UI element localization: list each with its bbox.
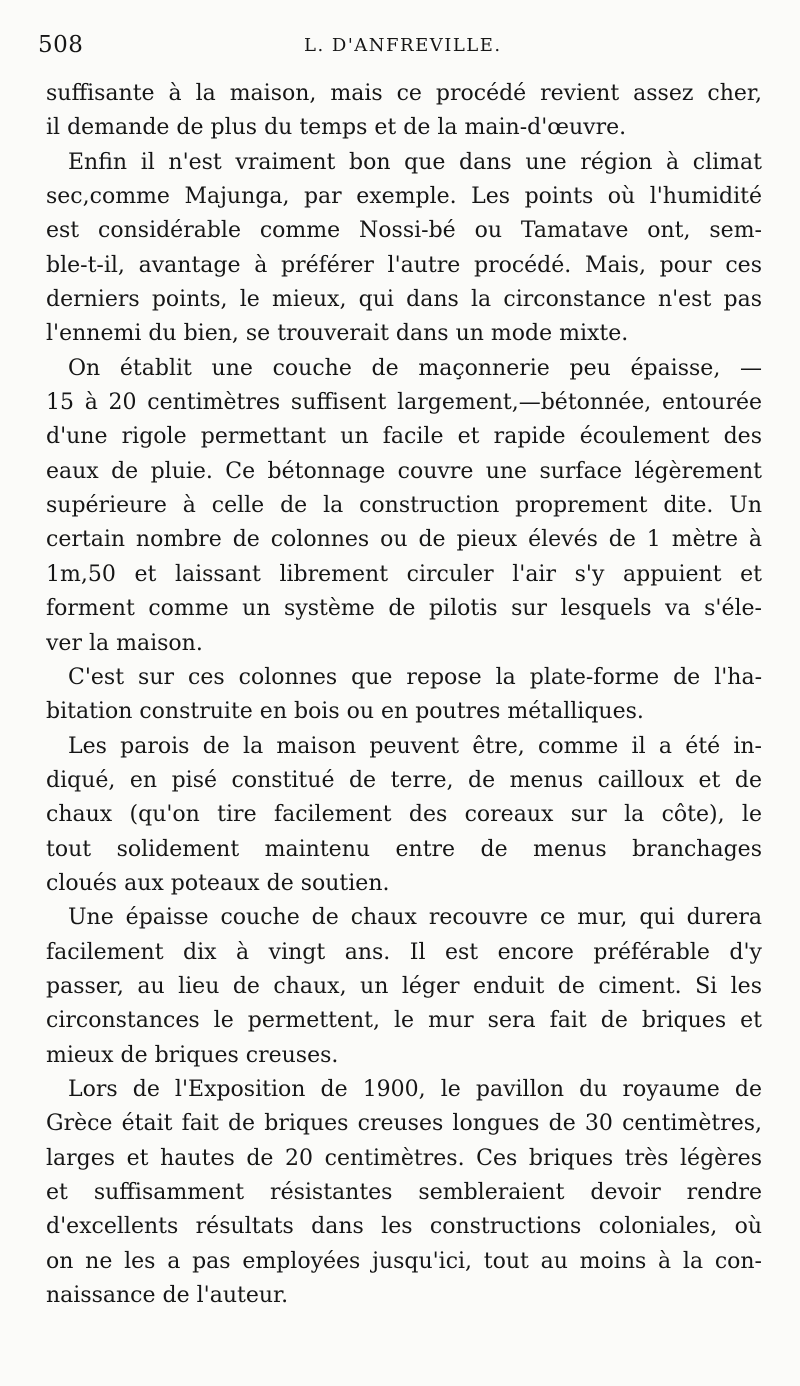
text-line: mieux de briques creuses.	[46, 1042, 339, 1068]
text-line: et suffisamment résistantes sembleraient devoir rendre	[46, 1180, 762, 1205]
page-number: 508	[38, 32, 84, 58]
text-line: supérieure à celle de la construction proprement dite. Un	[46, 493, 762, 519]
text-line: naissance de l'auteur.	[46, 1283, 289, 1309]
text-line: sec,comme Majunga, par exemple. Les points où l'humidité	[46, 184, 762, 210]
text-line: l'ennemi du bien, se trouverait dans un mode mixte.	[46, 321, 629, 347]
text-line: tout solidement maintenu entre de menus branchages	[46, 836, 762, 862]
running-title: L. D'ANFREVILLE.	[304, 35, 502, 56]
text-line: bitation construite en bois ou en poutres métalliques.	[46, 699, 644, 725]
text-line: circonstances le permettent, le mur sera fait de briques et	[46, 1008, 762, 1034]
text-line: Enfin il n'est vraiment bon que dans une région à climat	[68, 149, 762, 175]
text-line: Grèce était fait de briques creuses longues de 30 centimètres,	[46, 1111, 762, 1137]
text-line: forment comme un système de pilotis sur lesquels va s'éle-	[46, 596, 762, 622]
running-head	[38, 32, 762, 66]
body-text	[46, 77, 762, 1313]
text-line: eaux de pluie. Ce bétonnage couvre une surface légèrement	[46, 458, 762, 484]
text-line: 1m,50 et laissant librement circuler l'air s'y appuient et	[46, 561, 762, 587]
text-line: facilement dix à vingt ans. Il est encore préférable d'y	[46, 939, 762, 965]
text-line: d'une rigole permettant un facile et rapide écoulement des	[46, 424, 762, 450]
text-line: C'est sur ces colonnes que repose la plate-forme de l'ha-	[68, 664, 762, 690]
text-line: 15 à 20 centimètres suffisent largement,—bétonnée, entourée	[46, 390, 762, 416]
text-line: chaux (qu'on tire facilement des coreaux sur la côte), le	[46, 802, 762, 828]
text-line: ble-t-il, avantage à préférer l'autre procédé. Mais, pour ces	[46, 252, 762, 278]
text-line: suffisante à la maison, mais ce procédé revient assez cher,	[46, 81, 762, 106]
text-line: certain nombre de colonnes ou de pieux élevés de 1 mètre à	[46, 527, 762, 553]
text-line: derniers points, le mieux, qui dans la circonstance n'est pas	[46, 287, 762, 313]
text-line: passer, au lieu de chaux, un léger enduit de ciment. Si les	[46, 973, 762, 999]
text-line: est considérable comme Nossi-bé ou Tamatave ont, sem-	[46, 218, 762, 244]
text-line: Les parois de la maison peuvent être, comme il a été in-	[68, 733, 762, 759]
text-line: cloués aux poteaux de soutien.	[46, 870, 390, 896]
text-line: il demande de plus du temps et de la main-d'œuvre.	[46, 115, 627, 141]
text-line: diqué, en pisé constitué de terre, de menus cailloux et de	[46, 767, 762, 793]
text-line: Lors de l'Exposition de 1900, le pavillon du royaume de	[68, 1076, 762, 1102]
text-line: On établit une couche de maçonnerie peu épaisse, —	[68, 355, 762, 381]
text-line: d'excellents résultats dans les constructions coloniales, où	[46, 1214, 762, 1240]
text-line: larges et hautes de 20 centimètres. Ces briques très légères	[46, 1145, 762, 1171]
text-line: on ne les a pas employées jusqu'ici, tout au moins à la con-	[46, 1248, 762, 1274]
text-line: ver la maison.	[46, 630, 203, 656]
text-line: Une épaisse couche de chaux recouvre ce mur, qui durera	[68, 905, 762, 931]
